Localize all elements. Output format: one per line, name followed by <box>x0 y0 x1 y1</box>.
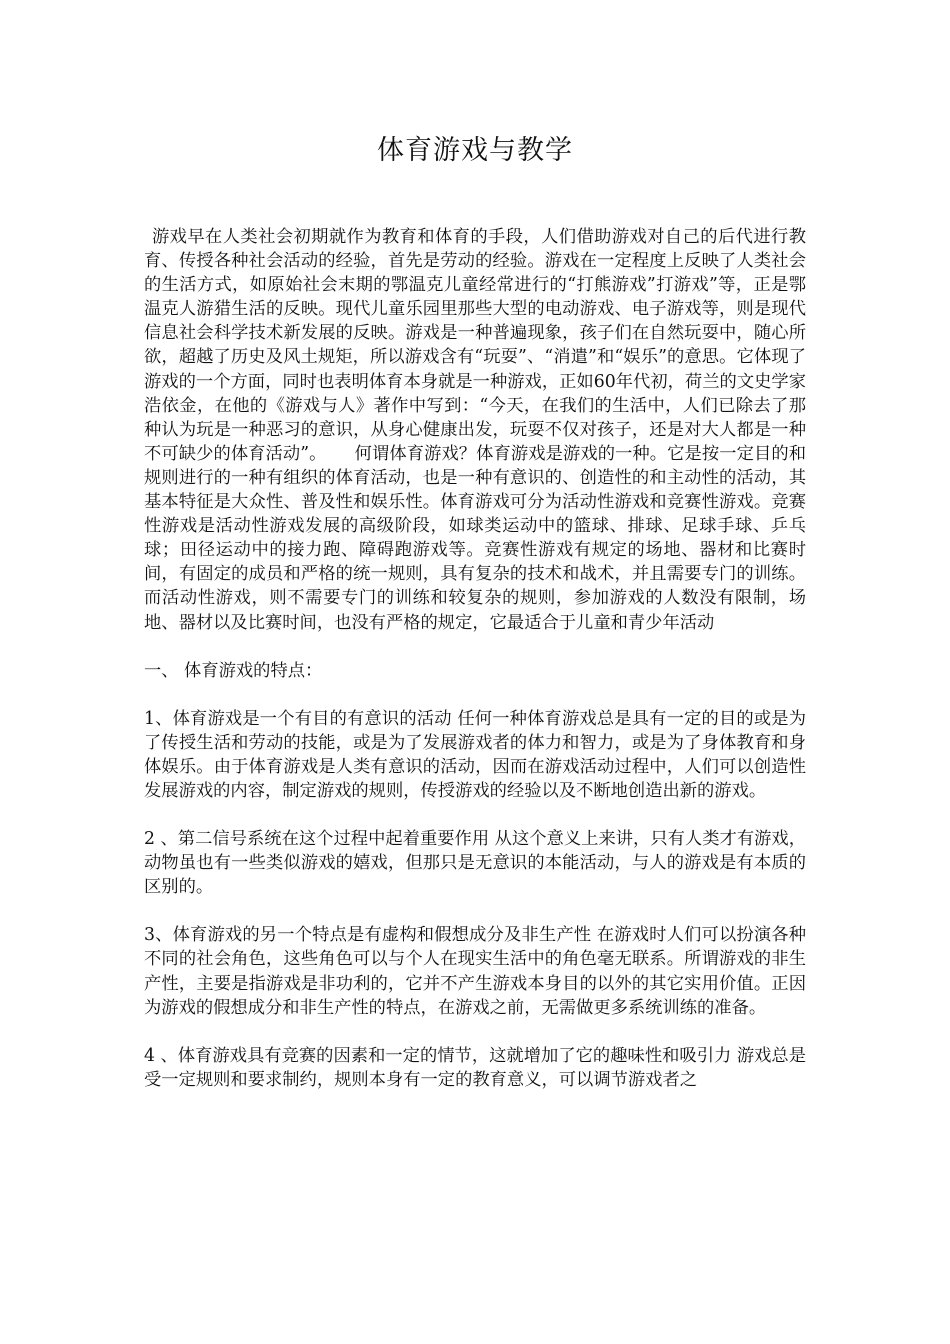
intro-paragraph <box>144 225 806 635</box>
feature-paragraph-3: 3、体育游戏的另一个特点是有虚构和假想成分及非生产性 在游戏时人们可以扮演各种不同的社会角色，这些角色可以与个人在现实生活中的角色毫无联系。所谓游戏的非生产性，主要是指游戏是非功利的，它并不产生游戏本身目的以外的其它实用价值。正因为游戏的假想成分和非生产性的特点，在游戏之前，无需做更多系统训练的准备。 <box>144 925 806 1018</box>
feature-paragraph-2: 2 、第二信号系统在这个过程中起着重要作用 从这个意义上来讲，只有人类才有游戏，动物虽也有一些类似游戏的嬉戏，但那只是无意识的本能活动，与人的游戏是有本质的区别的。 <box>144 829 806 898</box>
intro-text-part1: 游戏早在人类社会初期就作为教育和体育的手段，人们借助游戏对自己的后代进行教育、传授各种社会活动的经验，首先是劳动的经验。游戏在一定程度上反映了人类社会的生活方式，如原始社会末期的鄂温克儿童经常进行的“打熊游戏”打游戏”等，正是鄂温克人游猎生活的反映。现代儿童乐园里那些大型的电动游戏、电子游戏等，则是现代信息社会科学技术新发展的反映。游戏是一种普遍现象，孩子们在自然玩耍中，随心所欲，超越了历史及风土规矩，所以游戏含有“玩耍”、“消遣”和“娱乐”的意思。它体现了游戏的一个方面，同时也表明体育本身就是一种游戏，正如60年代初，荷兰的文史学家浩依金，在他的《游戏与人》著作中写到：“今天，在我们的生活中，人们已除去了那种认为玩是一种恶习的意识，从身心健康出发，玩耍不仅对孩子，还是对大人都是一种不可缺少的体育活动”。 <box>144 227 806 464</box>
intro-text-part2: 何谓体育游戏？体育游戏是游戏的一种。它是按一定目的和规则进行的一种有组织的体育活动，也是一种有意识的、创造性的和主动性的活动，其基本特征是大众性、普及性和娱乐性。体育游戏可分为活动性游戏和竞赛性游戏。竞赛性游戏是活动性游戏发展的高级阶段，如球类运动中的篮球、排球、足球手球、乒乓球；田径运动中的接力跑、障碍跑游戏等。竞赛性游戏有规定的场地、器材和比赛时间，有固定的成员和严格的统一规则，具有复杂的技术和战术，并且需要专门的训练。而活动性游戏，则不需要专门的训练和较复杂的规则，参加游戏的人数没有限制，场地、器材以及比赛时间，也没有严格的规定，它最适合于儿童和青少年活动 <box>144 443 806 633</box>
document-body <box>144 225 806 1116</box>
document-title: 体育游戏与教学 <box>377 135 573 166</box>
section-heading: 一、 体育游戏的特点： <box>144 660 323 681</box>
feature-paragraph-1: 1、体育游戏是一个有目的有意识的活动 任何一种体育游戏总是具有一定的目的或是为了传授生活和劳动的技能，或是为了发展游戏者的体力和智力，或是为了身体教育和身体娱乐。由于体育游戏是人类有意识的活动，因而在游戏活动过程中，人们可以创造性发展游戏的内容，制定游戏的规则，传授游戏的经验以及不断地创造出新的游戏。 <box>144 708 806 801</box>
feature-paragraph-4: 4 、体育游戏具有竞赛的因素和一定的情节，这就增加了它的趣味性和吸引力 游戏总是受一定规则和要求制约，规则本身有一定的教育意义，可以调节游戏者之 <box>144 1045 806 1090</box>
